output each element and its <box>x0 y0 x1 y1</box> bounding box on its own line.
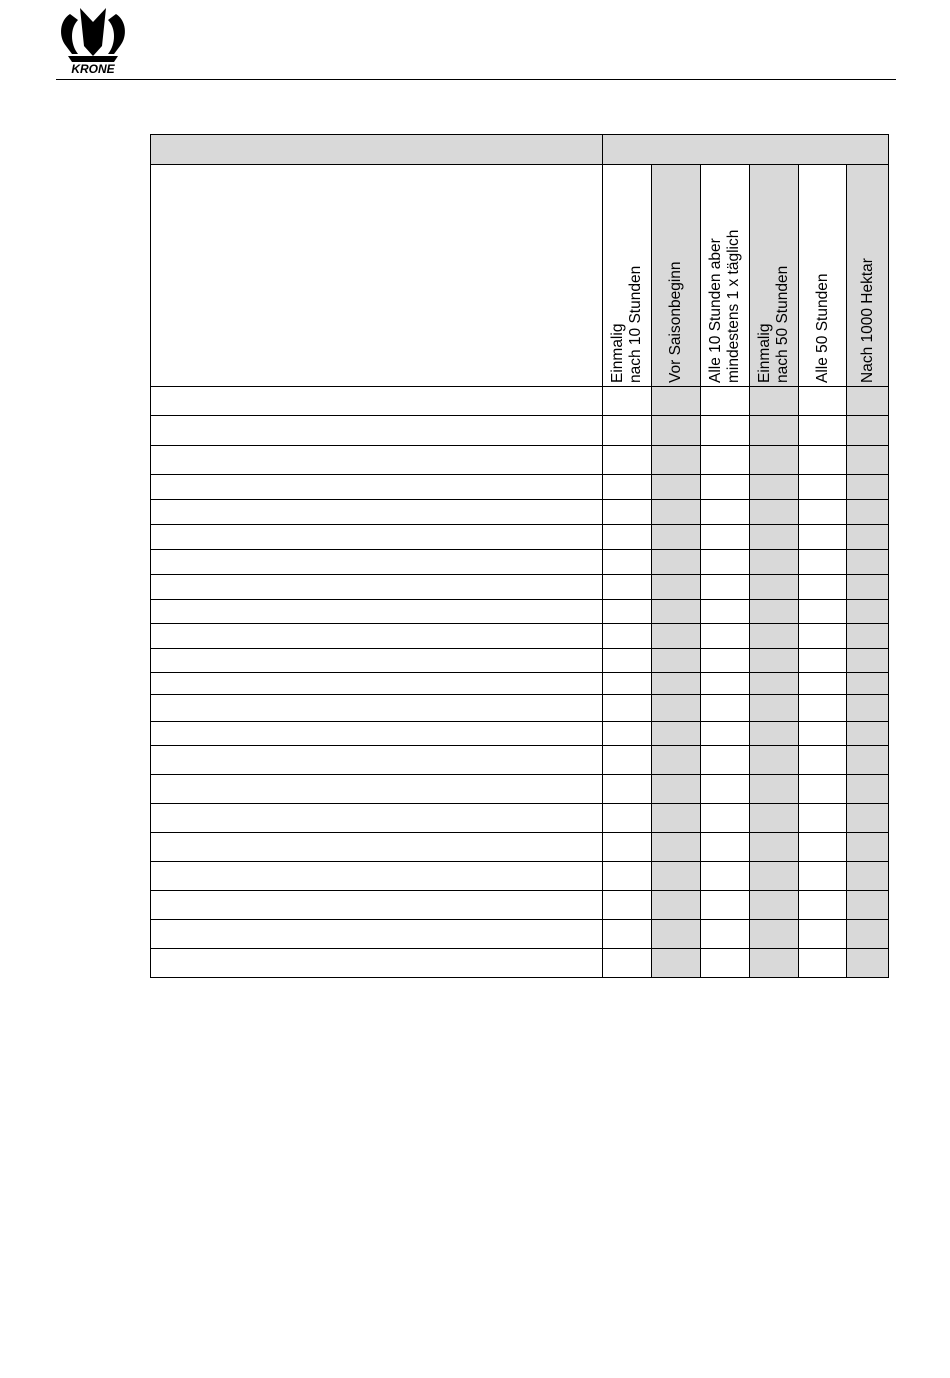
interval-check-cell <box>847 550 889 575</box>
interval-check-cell <box>750 525 799 550</box>
task-cell <box>151 722 603 746</box>
table-row <box>151 446 889 475</box>
table-row <box>151 624 889 649</box>
task-cell <box>151 746 603 775</box>
interval-check-cell <box>847 833 889 862</box>
interval-check-cell <box>701 575 750 600</box>
table-row <box>151 862 889 891</box>
table-row <box>151 416 889 446</box>
interval-check-cell <box>603 624 652 649</box>
maintenance-interval-table <box>150 134 889 978</box>
table-row <box>151 722 889 746</box>
interval-check-cell <box>652 695 701 722</box>
interval-check-cell <box>652 416 701 446</box>
interval-check-cell <box>652 387 701 416</box>
interval-check-cell <box>750 949 799 978</box>
table-title-row <box>151 135 889 165</box>
task-cell <box>151 775 603 804</box>
title-cell-right <box>603 135 889 165</box>
header-rule <box>56 79 896 80</box>
interval-check-cell <box>750 833 799 862</box>
interval-check-cell <box>799 804 847 833</box>
interval-check-cell <box>799 722 847 746</box>
interval-check-cell <box>603 525 652 550</box>
task-cell <box>151 550 603 575</box>
interval-check-cell <box>603 649 652 673</box>
task-cell <box>151 695 603 722</box>
table-row <box>151 649 889 673</box>
interval-check-cell <box>701 673 750 695</box>
interval-label: Einmalig nach 50 Stunden <box>756 265 791 383</box>
interval-check-cell <box>701 695 750 722</box>
task-cell <box>151 387 603 416</box>
interval-check-cell <box>847 387 889 416</box>
interval-check-cell <box>847 624 889 649</box>
interval-check-cell <box>750 804 799 833</box>
table-row <box>151 500 889 525</box>
interval-header-6 <box>847 165 889 387</box>
interval-check-cell <box>701 600 750 624</box>
table-row <box>151 575 889 600</box>
interval-check-cell <box>847 891 889 920</box>
interval-check-cell <box>652 624 701 649</box>
interval-check-cell <box>701 746 750 775</box>
interval-check-cell <box>847 500 889 525</box>
interval-check-cell <box>750 775 799 804</box>
interval-check-cell <box>750 862 799 891</box>
interval-check-cell <box>652 775 701 804</box>
task-cell <box>151 475 603 500</box>
task-cell <box>151 804 603 833</box>
interval-check-cell <box>652 804 701 833</box>
interval-check-cell <box>750 387 799 416</box>
interval-check-cell <box>701 891 750 920</box>
interval-check-cell <box>652 746 701 775</box>
interval-check-cell <box>603 475 652 500</box>
interval-check-cell <box>603 673 652 695</box>
interval-check-cell <box>799 600 847 624</box>
interval-check-cell <box>799 746 847 775</box>
interval-check-cell <box>750 920 799 949</box>
interval-check-cell <box>701 500 750 525</box>
interval-check-cell <box>701 833 750 862</box>
interval-check-cell <box>603 746 652 775</box>
table-row <box>151 695 889 722</box>
interval-check-cell <box>750 649 799 673</box>
interval-label: Alle 50 Stunden <box>813 273 831 383</box>
interval-check-cell <box>603 891 652 920</box>
interval-check-cell <box>652 446 701 475</box>
interval-check-cell <box>652 833 701 862</box>
interval-check-cell <box>750 446 799 475</box>
interval-check-cell <box>603 804 652 833</box>
interval-check-cell <box>652 673 701 695</box>
interval-check-cell <box>701 525 750 550</box>
table-row <box>151 673 889 695</box>
interval-check-cell <box>701 416 750 446</box>
interval-check-cell <box>701 624 750 649</box>
table-row <box>151 746 889 775</box>
interval-check-cell <box>750 500 799 525</box>
interval-check-cell <box>701 862 750 891</box>
task-cell <box>151 500 603 525</box>
interval-check-cell <box>701 949 750 978</box>
interval-check-cell <box>799 920 847 949</box>
krone-emblem-left <box>61 14 78 54</box>
interval-check-cell <box>799 775 847 804</box>
interval-check-cell <box>603 600 652 624</box>
table-row <box>151 600 889 624</box>
interval-check-cell <box>701 550 750 575</box>
description-header <box>151 165 603 387</box>
interval-check-cell <box>701 775 750 804</box>
interval-label: Vor Saisonbeginn <box>667 261 684 383</box>
interval-check-cell <box>847 600 889 624</box>
interval-check-cell <box>603 695 652 722</box>
task-cell <box>151 416 603 446</box>
interval-check-cell <box>603 862 652 891</box>
interval-check-cell <box>847 695 889 722</box>
interval-header-5 <box>799 165 847 387</box>
interval-check-cell <box>603 920 652 949</box>
interval-label: Alle 10 Stunden aber mindestens 1 x täglich <box>707 229 742 383</box>
table-row <box>151 475 889 500</box>
interval-check-cell <box>799 673 847 695</box>
interval-check-cell <box>847 475 889 500</box>
task-cell <box>151 446 603 475</box>
interval-check-cell <box>799 475 847 500</box>
table-row <box>151 550 889 575</box>
task-cell <box>151 600 603 624</box>
interval-check-cell <box>799 550 847 575</box>
table-row <box>151 891 889 920</box>
interval-check-cell <box>701 804 750 833</box>
table-row <box>151 775 889 804</box>
table-row <box>151 387 889 416</box>
interval-check-cell <box>603 416 652 446</box>
interval-check-cell <box>750 475 799 500</box>
krone-logo <box>56 6 130 76</box>
interval-label: Nach 1000 Hektar <box>858 258 876 383</box>
interval-check-cell <box>750 600 799 624</box>
interval-check-cell <box>652 525 701 550</box>
task-cell <box>151 624 603 649</box>
table-row <box>151 804 889 833</box>
interval-check-cell <box>750 416 799 446</box>
interval-check-cell <box>847 575 889 600</box>
interval-header-3 <box>701 165 750 387</box>
interval-check-cell <box>750 673 799 695</box>
interval-check-cell <box>652 475 701 500</box>
task-cell <box>151 525 603 550</box>
interval-check-cell <box>750 550 799 575</box>
interval-check-cell <box>652 500 701 525</box>
interval-check-cell <box>652 722 701 746</box>
interval-check-cell <box>652 575 701 600</box>
table-row <box>151 949 889 978</box>
interval-check-cell <box>652 920 701 949</box>
interval-check-cell <box>750 695 799 722</box>
interval-check-cell <box>750 722 799 746</box>
krone-wordmark: KRONE <box>71 62 115 76</box>
interval-check-cell <box>701 475 750 500</box>
interval-check-cell <box>847 920 889 949</box>
interval-check-cell <box>799 649 847 673</box>
interval-check-cell <box>847 775 889 804</box>
interval-check-cell <box>652 550 701 575</box>
task-cell <box>151 891 603 920</box>
task-cell <box>151 649 603 673</box>
interval-check-cell <box>701 920 750 949</box>
interval-check-cell <box>750 624 799 649</box>
interval-check-cell <box>847 416 889 446</box>
interval-check-cell <box>750 746 799 775</box>
interval-check-cell <box>799 500 847 525</box>
interval-header-row <box>151 165 889 387</box>
interval-check-cell <box>847 673 889 695</box>
task-cell <box>151 673 603 695</box>
interval-check-cell <box>750 891 799 920</box>
interval-check-cell <box>652 862 701 891</box>
interval-check-cell <box>701 446 750 475</box>
interval-check-cell <box>799 891 847 920</box>
interval-check-cell <box>847 722 889 746</box>
interval-check-cell <box>799 575 847 600</box>
interval-check-cell <box>847 746 889 775</box>
interval-check-cell <box>799 833 847 862</box>
interval-check-cell <box>847 862 889 891</box>
interval-check-cell <box>799 525 847 550</box>
interval-check-cell <box>847 649 889 673</box>
interval-check-cell <box>701 387 750 416</box>
interval-check-cell <box>652 949 701 978</box>
table-row <box>151 525 889 550</box>
interval-check-cell <box>652 891 701 920</box>
interval-header-2 <box>652 165 701 387</box>
title-cell-left <box>151 135 603 165</box>
task-cell <box>151 920 603 949</box>
interval-check-cell <box>847 804 889 833</box>
interval-check-cell <box>799 624 847 649</box>
interval-check-cell <box>603 387 652 416</box>
interval-label: Einmalig nach 10 Stunden <box>609 265 644 383</box>
interval-check-cell <box>603 500 652 525</box>
interval-check-cell <box>750 575 799 600</box>
interval-check-cell <box>701 722 750 746</box>
task-cell <box>151 833 603 862</box>
krone-emblem-right <box>108 14 125 54</box>
interval-check-cell <box>847 949 889 978</box>
interval-check-cell <box>652 600 701 624</box>
interval-check-cell <box>799 446 847 475</box>
task-cell <box>151 862 603 891</box>
interval-check-cell <box>603 949 652 978</box>
interval-header-1 <box>603 165 652 387</box>
interval-check-cell <box>603 833 652 862</box>
interval-check-cell <box>847 525 889 550</box>
krone-emblem-center <box>80 8 106 56</box>
interval-check-cell <box>799 949 847 978</box>
interval-check-cell <box>799 387 847 416</box>
interval-check-cell <box>603 550 652 575</box>
interval-check-cell <box>799 416 847 446</box>
interval-check-cell <box>652 649 701 673</box>
task-cell <box>151 949 603 978</box>
interval-check-cell <box>701 649 750 673</box>
table-row <box>151 833 889 862</box>
interval-check-cell <box>603 575 652 600</box>
task-cell <box>151 575 603 600</box>
interval-check-cell <box>603 775 652 804</box>
interval-check-cell <box>603 722 652 746</box>
table-row <box>151 920 889 949</box>
interval-check-cell <box>799 695 847 722</box>
interval-header-4 <box>750 165 799 387</box>
interval-check-cell <box>603 446 652 475</box>
interval-check-cell <box>847 446 889 475</box>
interval-check-cell <box>799 862 847 891</box>
